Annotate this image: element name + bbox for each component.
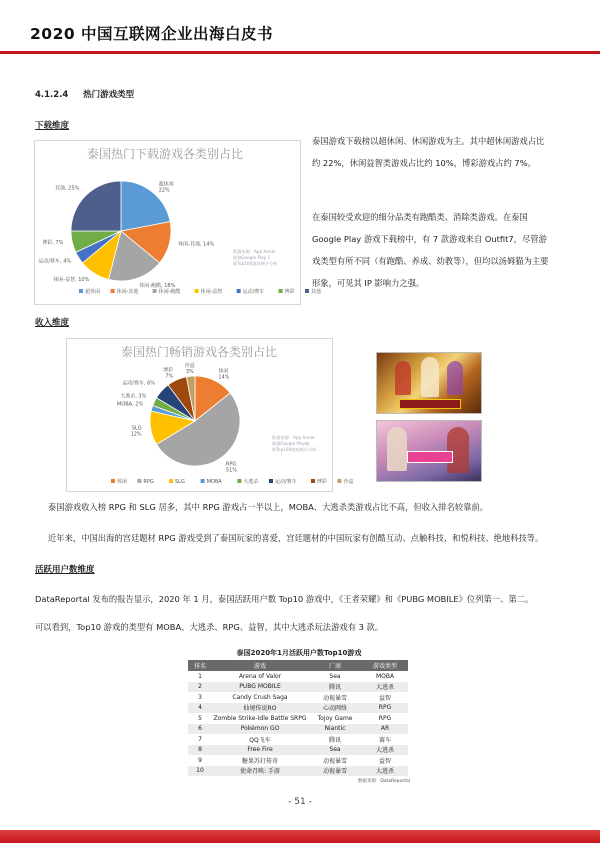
cell-genre: AR	[362, 724, 408, 735]
cell-publisher: 动视暴雪	[308, 766, 362, 777]
table-row	[188, 713, 408, 724]
revenue-paragraph-2: 近年来，中国出海的宫廷题材 RPG 游戏受到了泰国玩家的喜爱，宫廷题材的中国玩家有创酷互动、点触科技、和悦科技、绝地科技等。	[48, 533, 544, 543]
chart-title: 泰国热门下载游戏各类别占比	[86, 147, 244, 161]
cell-game: Zombie Strike-Idle Battle SRPG	[213, 714, 307, 722]
slice-label-4: 运动/赛车, 4%	[38, 258, 72, 265]
revenue-pie-svg	[67, 339, 354, 491]
cell-rank: 7	[188, 734, 212, 745]
legend-swatch-1	[111, 289, 115, 293]
cell-game: PUBG MOBILE	[212, 682, 308, 693]
court-rpg-screenshot-1	[376, 352, 482, 414]
cell-game: 糖果苏打传奇	[212, 755, 308, 766]
court-rpg-screenshot-2	[376, 420, 482, 482]
header-rule	[0, 51, 600, 54]
cell-genre: 益智	[362, 755, 408, 766]
slice-label-1: 休闲-其他, 14%	[178, 241, 215, 248]
legend-swatch-4	[237, 479, 241, 483]
table-row	[188, 724, 408, 735]
slice-label-2: SLG 12%	[130, 425, 142, 438]
cell-rank: 9	[188, 755, 212, 766]
cell-publisher: Tojoy Game	[308, 713, 362, 724]
page-number: - 51 -	[288, 797, 312, 807]
revenue-pie-chart	[66, 338, 354, 492]
table-row	[188, 734, 408, 745]
cell-publisher: 动视暴雪	[308, 755, 362, 766]
slice-label-5: 博彩, 7%	[42, 239, 64, 246]
legend-label-2: SLG	[175, 479, 185, 485]
chart-source-note: 数据来源：App Annie 根据Google Play畅销Top100游戏统计分析	[272, 435, 317, 452]
legend-swatch-2	[169, 479, 173, 483]
downloads-subtitle: 下载维度	[35, 121, 70, 131]
cell-genre: 赛车	[362, 734, 408, 745]
cell-rank: 3	[188, 692, 212, 703]
cell-genre: MOBA	[362, 671, 408, 682]
cell-rank: 6	[188, 724, 212, 735]
legend-label-3: MOBA	[206, 479, 222, 485]
legend-swatch-7	[337, 479, 341, 483]
table-row	[188, 766, 408, 777]
legend-label-4: 大逃杀	[243, 479, 259, 485]
section-title: 热门游戏类型	[83, 90, 135, 100]
chart-legend	[79, 288, 321, 295]
table-row	[188, 671, 408, 682]
legend-swatch-5	[279, 289, 283, 293]
downloads-paragraph-2: 在泰国较受欢迎的细分品类有跑酷类、消除类游戏。在泰国 Google Play 游戏下载榜中，有 7 款游戏来自 Outfit7，尽管游戏类型有所不同（有跑酷、养成、幼教等），但均以汤姆猫为主要形象，可见其 IP 影响力之强。	[312, 212, 549, 288]
col-header-game: 游戏	[212, 660, 308, 671]
cell-game: Free Fire	[212, 745, 308, 756]
cell-publisher: 腾讯	[308, 682, 362, 693]
cell-game: Arena of Valor	[212, 671, 308, 682]
legend-label-2: 休闲-跑酷	[158, 289, 181, 295]
legend-label-5: 博彩	[284, 289, 295, 295]
footer-rule	[0, 830, 600, 843]
slice-label-5: 运动/赛车, 6%	[122, 380, 156, 387]
cell-publisher: 心动网络	[308, 703, 362, 714]
table-row	[188, 703, 408, 714]
top10-table	[188, 660, 408, 776]
document-header-title: 2020 中国互联网企业出海白皮书	[30, 25, 274, 43]
legend-swatch-6	[305, 289, 309, 293]
slice-label-0: 超休闲 22%	[158, 181, 174, 194]
slice-label-3: MOBA, 2%	[117, 401, 144, 408]
cell-publisher: Sea	[308, 671, 362, 682]
slice-label-1: RPG 51%	[225, 461, 238, 474]
table-header-row	[188, 660, 408, 671]
legend-swatch-0	[79, 289, 83, 293]
top10-table-title: 泰国2020年1月活跃用户数Top10游戏	[236, 649, 362, 657]
legend-label-3: 休闲-益智	[200, 289, 223, 295]
mau-line-1: DataReportal 发布的报告显示，2020 年 1 月，泰国活跃用户数 Top10 游戏中，《王者荣耀》和《PUBG MOBILE》位列第一、第二。	[35, 594, 534, 604]
col-header-publisher: 厂商	[308, 660, 362, 671]
cell-game: Candy Crush Saga	[212, 692, 308, 703]
legend-label-1: 休闲-其他	[116, 289, 139, 295]
cell-publisher: Niantic	[308, 724, 362, 735]
col-header-rank: 排名	[188, 660, 212, 671]
top10-table-body	[188, 671, 408, 776]
legend-swatch-6	[311, 479, 315, 483]
col-header-genre: 游戏类型	[362, 660, 408, 671]
chart-source-note: 数据来源：App Annie 根据Google Play下载Top100游戏统计分析	[233, 249, 278, 266]
cell-genre: 益智	[362, 692, 408, 703]
cell-genre: RPG	[362, 713, 408, 724]
legend-label-5: 运动/赛车	[275, 479, 297, 485]
legend-label-0: 休闲	[117, 479, 128, 485]
legend-swatch-4	[237, 289, 241, 293]
slice-label-0: 休闲 14%	[218, 368, 230, 381]
cell-publisher: Sea	[308, 745, 362, 756]
mau-line-2: 可以看到，Top10 游戏的类型有 MOBA、大逃杀、RPG、益智，其中大逃杀玩法游戏有 3 款。	[35, 622, 384, 632]
legend-label-6: 其他	[311, 289, 322, 295]
table-row	[188, 745, 408, 756]
legend-swatch-3	[201, 479, 205, 483]
slice-label-2: 休闲-跑酷, 18%	[139, 283, 176, 290]
cell-rank: 5	[188, 713, 212, 724]
mau-subtitle: 活跃用户数维度	[35, 565, 95, 575]
cell-rank: 4	[188, 703, 212, 714]
cell-rank: 2	[188, 682, 212, 693]
table-row	[188, 682, 408, 693]
cell-genre: 大逃杀	[362, 766, 408, 777]
cell-game: QQ飞车	[212, 734, 308, 745]
download-pie-svg	[35, 141, 322, 304]
cell-rank: 1	[188, 671, 212, 682]
cell-publisher: 腾讯	[308, 734, 362, 745]
legend-label-7: 沙盒	[343, 479, 354, 485]
slice-label-6: 其他, 25%	[54, 185, 80, 192]
cell-game: 使命召唤: 手游	[212, 766, 308, 777]
revenue-paragraph-1: 泰国游戏收入榜 RPG 和 SLG 居多，其中 RPG 游戏占一半以上，MOBA、大逃杀类游戏占比不高，但收入排名较靠前。	[48, 502, 489, 512]
cell-genre: 大逃杀	[362, 745, 408, 756]
slice-label-3: 休闲-益智, 10%	[53, 276, 90, 283]
legend-label-1: RPG	[143, 479, 154, 485]
section-number: 4.1.2.4	[35, 90, 69, 100]
table-row	[188, 755, 408, 766]
chart-legend	[111, 478, 353, 485]
download-pie-chart	[34, 140, 322, 305]
chart-title: 泰国热门畅销游戏各类别占比	[120, 345, 278, 359]
table-row	[188, 692, 408, 703]
legend-label-4: 运动/赛车	[242, 289, 265, 295]
cell-game: Pokémon GO	[212, 724, 308, 735]
slice-label-4: 大逃杀, 3%	[120, 393, 147, 400]
revenue-subtitle: 收入维度	[35, 318, 70, 328]
cell-genre: 大逃杀	[362, 682, 408, 693]
top10-table-source: 数据来源：DataReportal	[357, 779, 410, 784]
cell-game: 仙境传说RO	[212, 703, 308, 714]
cell-genre: RPG	[362, 703, 408, 714]
legend-label-0: 超休闲	[85, 289, 101, 295]
section-heading	[35, 88, 134, 100]
legend-swatch-3	[195, 289, 199, 293]
legend-swatch-0	[111, 479, 115, 483]
cell-publisher: 动视暴雪	[308, 692, 362, 703]
cell-rank: 10	[188, 766, 212, 777]
downloads-paragraph-1: 泰国游戏下载榜以超休闲、休闲游戏为主。其中超休闲游戏占比约 22%，休闲益智类游戏占比约 10%，博彩游戏占约 7%。	[312, 136, 545, 168]
game-screenshots-panel	[372, 348, 484, 484]
slice-label-6: 博彩 7%	[163, 367, 174, 380]
top10-table-panel	[188, 646, 410, 784]
cell-rank: 8	[188, 745, 212, 756]
legend-swatch-1	[137, 479, 141, 483]
slice-label-7: 沙盒 3%	[184, 363, 195, 376]
legend-label-6: 博彩	[317, 479, 328, 485]
legend-swatch-2	[153, 289, 157, 293]
legend-swatch-5	[269, 479, 273, 483]
